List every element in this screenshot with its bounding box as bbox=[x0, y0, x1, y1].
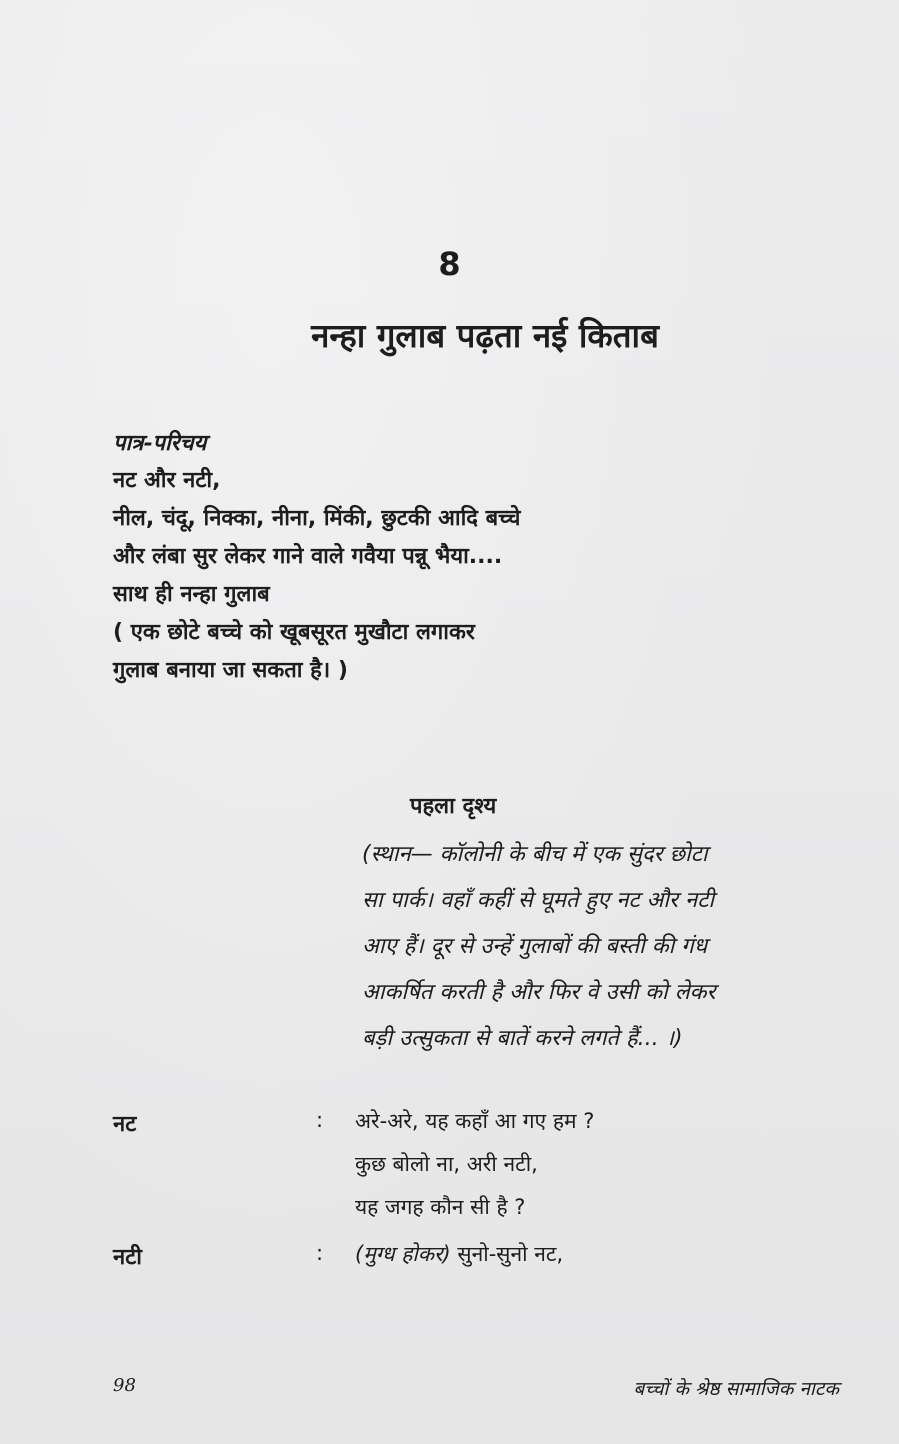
speaker-name: नट bbox=[113, 1112, 137, 1137]
speaker-name: नटी bbox=[113, 1245, 142, 1270]
stage-direction bbox=[362, 832, 862, 1062]
speech-line: अरे-अरे, यह कहाँ आ गए हम ? bbox=[355, 1109, 595, 1133]
cast-list bbox=[113, 424, 813, 690]
page-number: 98 bbox=[113, 1375, 136, 1396]
stage-direction-line: सा पार्क। वहाँ कहीं से घूमते हुए नट और नटी bbox=[362, 888, 715, 913]
inline-stage-direction: (मुग्ध होकर) bbox=[355, 1242, 451, 1266]
cast-line: गुलाब बनाया जा सकता है। ) bbox=[113, 658, 348, 683]
stage-direction-line: (स्थान— कॉलोनी के बीच में एक सुंदर छोटा bbox=[362, 842, 708, 867]
running-footer-title: बच्चों के श्रेष्ठ सामाजिक नाटक bbox=[633, 1378, 839, 1400]
chapter-title: नन्हा गुलाब पढ़ता नई किताब bbox=[311, 316, 659, 355]
speech-line: यह जगह कौन सी है ? bbox=[355, 1195, 526, 1219]
cast-heading: पात्र-परिचय bbox=[113, 430, 207, 456]
scene-title: पहला दृश्य bbox=[410, 794, 497, 819]
cast-line: साथ ही नन्हा गुलाब bbox=[113, 582, 270, 607]
speaker-colon: : bbox=[316, 1108, 324, 1132]
cast-line: नील, चंदू, निक्का, नीना, मिंकी, छुटकी आदि बच्चे bbox=[113, 506, 521, 531]
cast-line: और लंबा सुर लेकर गाने वाले गवैया पन्नू भैया.... bbox=[113, 544, 503, 569]
speech-line: कुछ बोलो ना, अरी नटी, bbox=[355, 1152, 538, 1176]
stage-direction-line: आकर्षित करती है और फिर वे उसी को लेकर bbox=[362, 980, 716, 1005]
speech-line bbox=[355, 1233, 563, 1276]
speaker-colon: : bbox=[316, 1241, 324, 1265]
speech-text bbox=[355, 1233, 563, 1276]
stage-direction-line: बड़ी उत्सुकता से बातें करने लगते हैं... ।) bbox=[362, 1026, 683, 1051]
speech-line-text: सुनो-सुनो नट, bbox=[450, 1242, 564, 1266]
speech-text bbox=[355, 1100, 594, 1229]
cast-line: नट और नटी, bbox=[113, 468, 221, 493]
cast-line: ( एक छोटे बच्चे को खूबसूरत मुखौटा लगाकर bbox=[113, 620, 475, 645]
stage-direction-line: आए हैं। दूर से उन्हें गुलाबों की बस्ती की गंध bbox=[362, 934, 708, 959]
chapter-number: 8 bbox=[438, 245, 461, 283]
